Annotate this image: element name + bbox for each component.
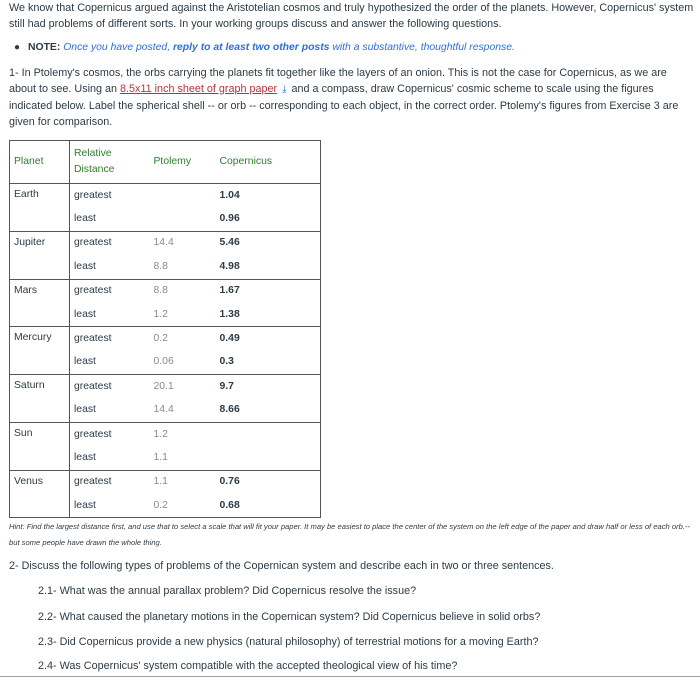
- relative-distance: least: [74, 499, 96, 511]
- copernicus-value: 1.38: [219, 308, 240, 320]
- relative-distance: least: [74, 404, 96, 416]
- intro-text: We know that Copernicus argued against the Aristotelian cosmos and truly hypothesized the order of the planets. However, Copernicus' system still had problems of different sorts. In your working groups discuss and answer the following questions.: [9, 2, 694, 30]
- ptolemy-value: 1.1: [150, 470, 216, 494]
- question-2: 2- Discuss the following types of problems of the Copernican system and describe each in two or three sentences.: [9, 560, 554, 572]
- question-1-text-before: 1- In Ptolemy's cosmos, the orbs carrying the planets fit together like the layers of an onion. This is not the case for Copernicus, as we are about to see. Using an: [9, 67, 667, 95]
- planet-name: Earth: [10, 184, 70, 232]
- table-row: [10, 375, 321, 399]
- ptolemy-value: [150, 184, 216, 208]
- ptolemy-value: 0.06: [153, 356, 174, 368]
- note-text-before: Once you have posted,: [63, 42, 171, 53]
- graph-paper-link[interactable]: 8.5x11 inch sheet of graph paper: [120, 83, 278, 95]
- hint-text: Hint: Find the largest distance first, and use that to select a scale that will fit your paper. It may be easiest to place the center of the system on the left edge of the paper and draw half or less of each orb.-- but some people have drawn the whole thing.: [9, 522, 690, 547]
- ptolemy-value: 20.1: [150, 375, 216, 399]
- copernicus-value: 0.49: [216, 327, 321, 351]
- planet-name: Jupiter: [10, 231, 70, 279]
- download-icon[interactable]: ⤓: [282, 84, 287, 95]
- ptolemy-value: 1.2: [150, 422, 216, 446]
- header-relative-distance: Relative Distance: [70, 141, 150, 184]
- copernicus-value: 0.76: [216, 470, 321, 494]
- relative-distance: least: [74, 451, 96, 463]
- relative-distance: greatest: [70, 375, 150, 399]
- ptolemy-value: 1.2: [153, 308, 168, 320]
- relative-distance: greatest: [70, 231, 150, 255]
- planet-name: Mars: [10, 279, 70, 327]
- ptolemy-value: 0.2: [153, 499, 168, 511]
- planet-name: Mercury: [10, 327, 70, 375]
- copernicus-value: 1.67: [216, 279, 321, 303]
- copernicus-value: [216, 422, 321, 446]
- note-bullet: [14, 40, 694, 56]
- copernicus-value: [216, 446, 321, 470]
- ptolemy-value: 14.4: [150, 231, 216, 255]
- relative-distance: least: [74, 260, 96, 272]
- planet-name: Saturn: [10, 375, 70, 423]
- table-header-row: [10, 141, 321, 184]
- ptolemy-value: 14.4: [153, 404, 174, 416]
- question-1: [9, 65, 695, 130]
- relative-distance: least: [74, 356, 96, 368]
- question-2-3: 2.3- Did Copernicus provide a new physics (natural philosophy) of terrestrial motions for a moving Earth?: [38, 636, 539, 648]
- note-text-bold: reply to at least two other posts: [172, 42, 330, 53]
- relative-distance: greatest: [70, 279, 150, 303]
- header-ptolemy: Ptolemy: [150, 141, 216, 184]
- copernicus-value: 1.04: [216, 184, 321, 208]
- table-row: [10, 184, 321, 208]
- relative-distance: least: [74, 213, 96, 225]
- ptolemy-value: [150, 207, 216, 231]
- relative-distance: greatest: [70, 470, 150, 494]
- relative-distance: greatest: [70, 327, 150, 351]
- copernicus-value: 4.98: [219, 260, 240, 272]
- ptolemy-value: 1.1: [153, 451, 168, 463]
- relative-distance: least: [74, 308, 96, 320]
- copernicus-value: 0.68: [219, 499, 240, 511]
- planet-name: Sun: [10, 422, 70, 470]
- table-row: [10, 231, 321, 255]
- ptolemy-value: 8.8: [153, 260, 168, 272]
- relative-distance: greatest: [70, 184, 150, 208]
- header-copernicus: Copernicus: [216, 141, 321, 184]
- bottom-divider: [0, 676, 700, 677]
- copernicus-value: 5.46: [216, 231, 321, 255]
- copernicus-value: 8.66: [219, 404, 240, 416]
- question-2-2: 2.2- What caused the planetary motions in the Copernican system? Did Copernicus believe in solid orbs?: [38, 611, 541, 623]
- copernicus-value: 0.3: [219, 356, 234, 368]
- bullet-icon: ●: [14, 42, 21, 53]
- planet-distance-table: [9, 140, 321, 518]
- ptolemy-value: 8.8: [150, 279, 216, 303]
- table-row: [10, 470, 321, 494]
- table-row: [10, 279, 321, 303]
- note-label: NOTE:: [28, 42, 61, 53]
- planet-name: Venus: [10, 470, 70, 518]
- table-row: [10, 327, 321, 351]
- copernicus-value: 0.96: [219, 213, 240, 225]
- intro-paragraph: [9, 0, 694, 32]
- question-2-1: 2.1- What was the annual parallax problem? Did Copernicus resolve the issue?: [38, 585, 417, 597]
- note-text: [63, 42, 515, 53]
- note-text-after: with a substantive, thoughtful response.: [332, 42, 515, 53]
- header-planet: Planet: [10, 141, 70, 184]
- copernicus-value: 9.7: [216, 375, 321, 399]
- ptolemy-value: 0.2: [150, 327, 216, 351]
- question-2-4: 2.4- Was Copernicus' system compatible with the accepted theological view of his time?: [38, 660, 458, 672]
- question-1-text-after: and a compass, draw Copernicus' cosmic scheme to scale using the figures indicated below. Label the spherical shell -- or orb -- corresponding to each object, in the correct order. Ptolemy's figures from Exercise 3 are given for comparison.: [9, 83, 679, 128]
- relative-distance: greatest: [70, 422, 150, 446]
- table-row: [10, 422, 321, 446]
